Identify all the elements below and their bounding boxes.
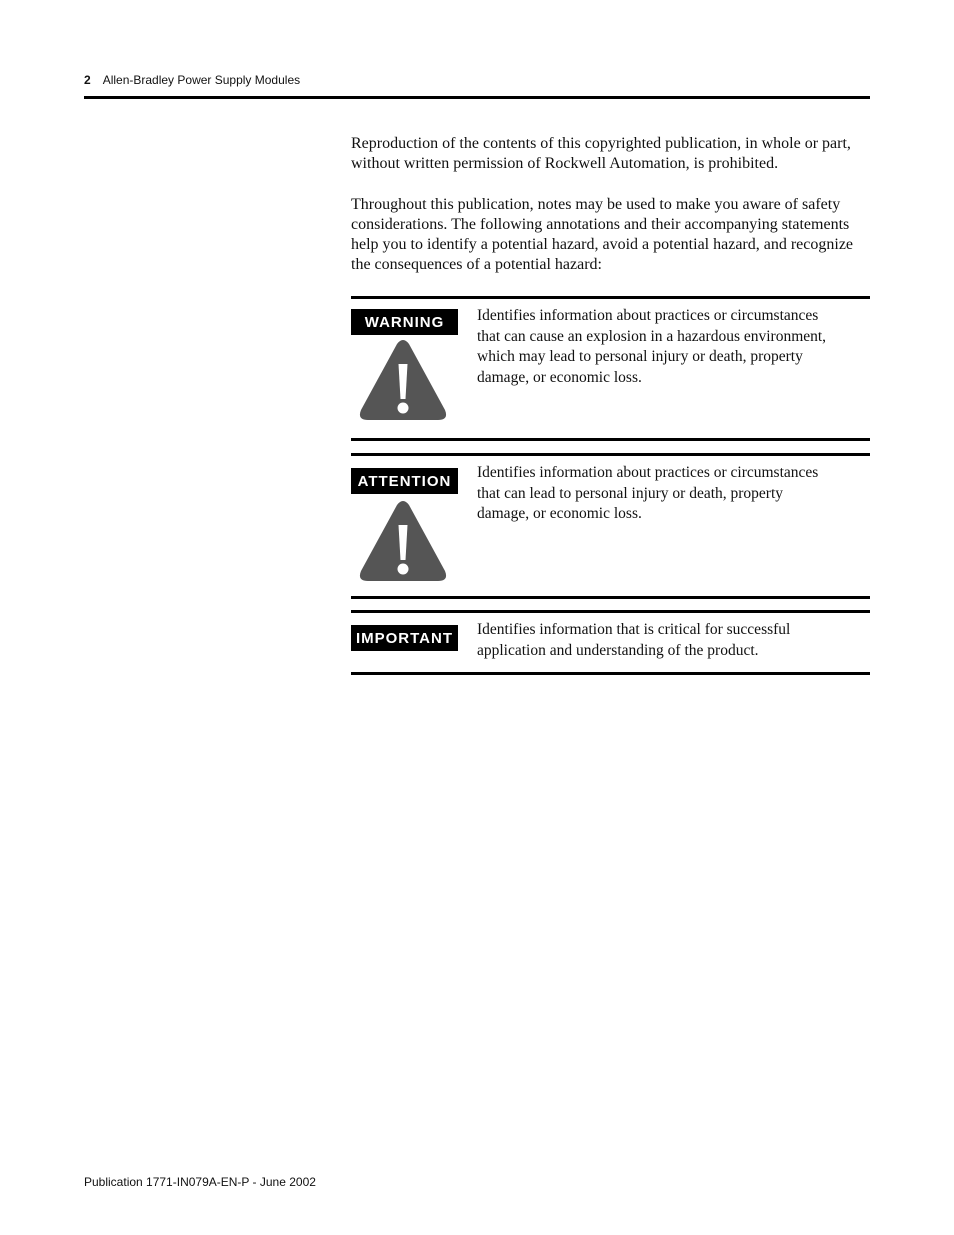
important-text: Identifies information that is critical for successful application and understanding of the product.	[477, 621, 791, 659]
running-header	[84, 73, 300, 87]
notice-bottom-rule	[351, 672, 870, 675]
publication-footer: Publication 1771-IN079A-EN-P - June 2002	[84, 1175, 316, 1189]
copyright-paragraph: Reproduction of the contents of this copyrighted publication, in whole or part, without written permission of Rockwell Automation, is prohibited.	[351, 135, 851, 173]
notice-top-rule	[351, 610, 870, 613]
warning-badge: WARNING	[351, 309, 458, 335]
important-notice	[351, 610, 870, 676]
notice-bottom-rule	[351, 438, 870, 441]
warning-triangle-icon	[358, 499, 448, 583]
page-number: 2	[84, 73, 91, 87]
notice-top-rule	[351, 453, 870, 456]
attention-notice	[351, 453, 870, 601]
safety-intro-paragraph: Throughout this publication, notes may be used to make you aware of safety considerations. The following annotations and their accompanying statements help you to identify a potential hazard, avoid a potential hazard, and recognize the consequences of a potential hazard:	[351, 195, 854, 274]
warning-notice	[351, 296, 870, 444]
notice-top-rule	[351, 296, 870, 299]
header-rule	[84, 96, 870, 99]
attention-text: Identifies information about practices or circumstances that can lead to personal injury or death, property damage, or economic loss.	[477, 464, 819, 522]
important-badge: IMPORTANT	[351, 625, 458, 651]
notice-bottom-rule	[351, 596, 870, 599]
attention-badge: ATTENTION	[351, 468, 458, 494]
header-title: Allen-Bradley Power Supply Modules	[102, 73, 301, 87]
warning-text: Identifies information about practices or circumstances that can cause an explosion in a hazardous environment, which may lead to personal injury or death, property damage, or economic loss.	[477, 307, 827, 386]
warning-triangle-icon	[358, 338, 448, 422]
intro-section	[351, 134, 871, 296]
